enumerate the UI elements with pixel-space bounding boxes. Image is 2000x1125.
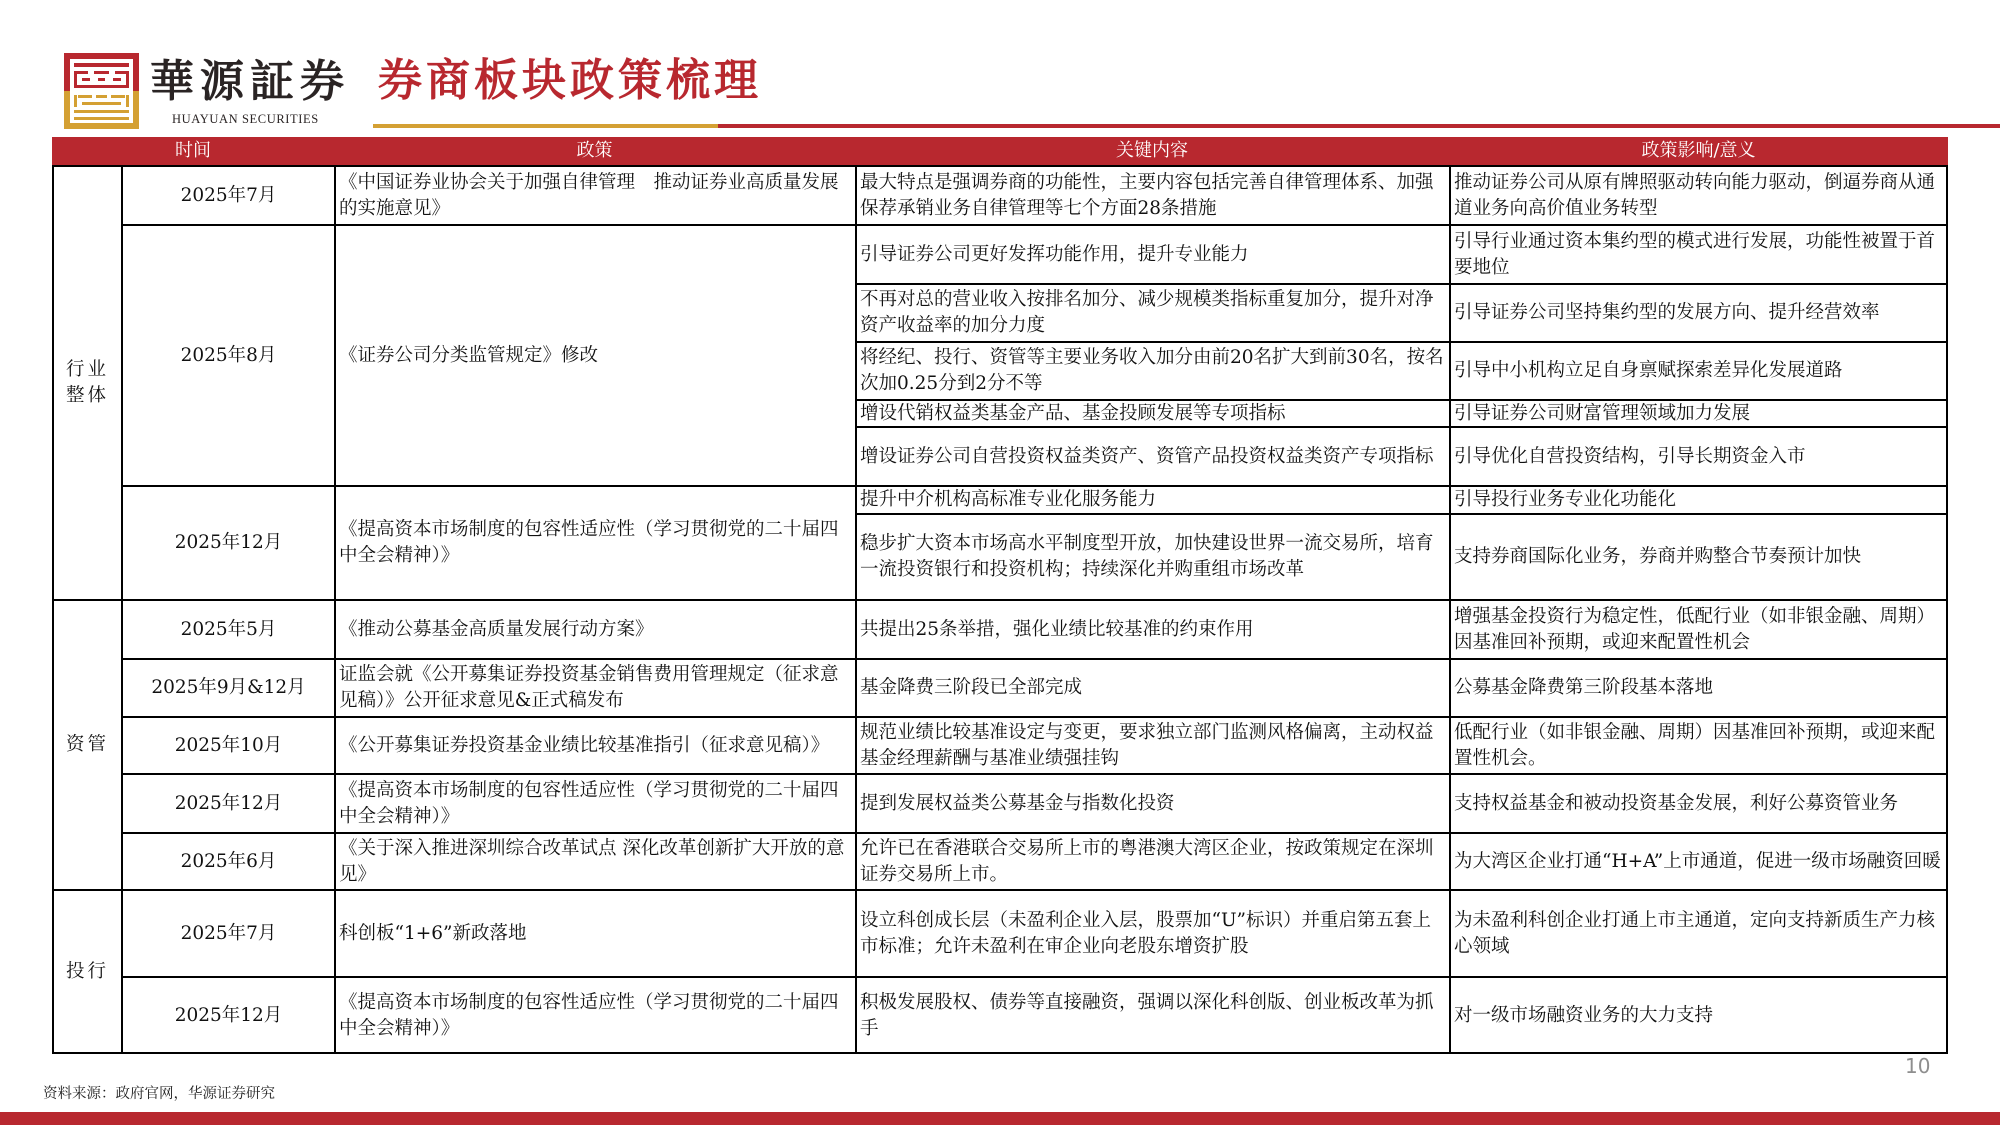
impact-text: 增强基金投资行为稳定性，低配行业（如非银金融、周期）因基准回补预期，或迎来配置性机会 [1454,605,1936,653]
content-cell [857,601,1451,660]
huayuan-logo-icon [64,53,139,129]
content-text: 引导证券公司更好发挥功能作用，提升专业能力 [860,243,1249,265]
footer-bar [0,1112,2000,1125]
impact-text: 引导优化自营投资结构，引导长期资金入市 [1454,445,1806,467]
time-cell [123,978,336,1053]
policy-text: 《推动公募基金高质量发展行动方案》 [339,618,654,640]
content-cell [857,718,1451,775]
time-cell [123,601,336,660]
time-text: 2025年9月&12月 [151,677,306,698]
time-cell [123,167,336,226]
content-text: 允许已在香港联合交易所上市的粤港澳大湾区企业，按政策规定在深圳证券交易所上市。 [860,837,1434,885]
policy-text: 《关于深入推进深圳综合改革试点 深化改革创新扩大开放的意见》 [339,837,845,885]
impact-cell [1451,167,1947,226]
impact-cell [1451,487,1947,515]
header-time: 时间 [175,140,211,161]
content-text: 提到发展权益类公募基金与指数化投资 [860,792,1175,814]
source-note: 资料来源：政府官网，华源证券研究 [43,1086,275,1102]
time-text: 2025年12月 [174,792,283,814]
impact-text: 为未盈利科创企业打通上市主通道，定向支持新质生产力核心领域 [1454,909,1936,957]
time-cell [123,226,336,487]
content-text: 基金降费三阶段已全部完成 [860,677,1083,698]
impact-cell [1451,775,1947,834]
title-underline-red [718,124,2000,128]
impact-text: 引导投行业务专业化功能化 [1454,489,1677,510]
content-text: 规范业绩比较基准设定与变更，要求独立部门监测风格偏离，主动权益基金经理薪酬与基准业绩强挂钩 [860,721,1434,769]
policy-text: 证监会就《公开募集证券投资基金销售费用管理规定（征求意见稿）》公开征求意见&正式稿发布 [339,664,839,711]
impact-text: 支持券商国际化业务，券商并购整合节奏预计加快 [1454,546,1862,567]
impact-cell [1451,401,1947,428]
policy-cell [336,891,857,978]
content-text: 将经纪、投行、资管等主要业务收入加分由前20名扩大到前30名，按名次加0.25分到2分不等 [860,347,1444,394]
content-text: 不再对总的营业收入按排名加分、减少规模类指标重复加分，提升对净资产收益率的加分力度 [860,289,1434,336]
time-text: 2025年5月 [180,618,277,640]
impact-text: 公募基金降费第三阶段基本落地 [1454,677,1714,698]
title-underline-gold [373,124,718,128]
impact-text: 引导证券公司坚持集约型的发展方向、提升经营效率 [1454,302,1880,323]
category-label: 行业整体 [65,359,109,406]
impact-cell [1451,891,1947,978]
policy-cell [336,834,857,891]
policy-text: 《中国证券业协会关于加强自律管理 推动证券业高质量发展的实施意见》 [339,171,839,219]
impact-cell [1451,515,1947,601]
content-text: 积极发展股权、债券等直接融资，强调以深化科创版、创业板改革为抓手 [860,991,1434,1039]
impact-text: 低配行业（如非银金融、周期）因基准回补预期，或迎来配置性机会。 [1454,721,1936,769]
impact-text: 对一级市场融资业务的大力支持 [1454,1004,1714,1026]
category-cell [54,167,123,601]
category-cell [54,601,123,891]
policy-text: 科创板“1+6”新政落地 [339,922,527,944]
content-text: 共提出25条举措，强化业绩比较基准的约束作用 [860,618,1254,640]
content-cell [857,343,1451,401]
content-cell [857,891,1451,978]
impact-cell [1451,343,1947,401]
time-cell [123,487,336,601]
time-text: 2025年12月 [174,1004,283,1026]
content-cell [857,487,1451,515]
policy-cell [336,226,857,487]
page-number: 10 [1905,1054,1931,1078]
policy-cell [336,487,857,601]
content-cell [857,428,1451,487]
time-text: 2025年12月 [174,532,283,553]
content-cell [857,167,1451,226]
brand-name-cn: 華源証券 [150,56,350,107]
impact-text: 为大湾区企业打通“H+A”上市通道，促进一级市场融资回暖 [1454,850,1941,872]
content-text: 增设证券公司自营投资权益类资产、资管产品投资权益类资产专项指标 [860,445,1434,467]
content-cell [857,401,1451,428]
impact-text: 推动证券公司从原有牌照驱动转向能力驱动，倒逼券商从通道业务向高价值业务转型 [1454,171,1936,219]
impact-cell [1451,428,1947,487]
brand-name-en: HUAYUAN SECURITIES [172,112,319,126]
header-policy: 政策 [576,140,613,161]
category-label: 投行 [65,961,109,982]
impact-cell [1451,226,1947,285]
category-cell [54,891,123,1053]
time-cell [123,718,336,775]
time-text: 2025年10月 [174,734,283,756]
policy-text: 《证券公司分类监管规定》修改 [339,344,599,366]
page-title: 券商板块政策梳理 [378,55,762,106]
impact-cell [1451,978,1947,1053]
time-text: 2025年6月 [180,850,277,872]
content-text: 提升中介机构高标准专业化服务能力 [860,489,1157,510]
time-text: 2025年8月 [180,344,277,366]
content-text: 最大特点是强调券商的功能性，主要内容包括完善自律管理体系、加强保荐承销业务自律管理等七个方面28条措施 [860,171,1434,219]
impact-cell [1451,718,1947,775]
header-impact: 政策影响/意义 [1641,140,1756,161]
time-cell [123,834,336,891]
content-cell [857,775,1451,834]
impact-cell [1451,660,1947,718]
content-cell [857,834,1451,891]
impact-text: 支持权益基金和被动投资基金发展，利好公募资管业务 [1454,792,1899,814]
impact-cell [1451,601,1947,660]
content-text: 增设代销权益类基金产品、基金投顾发展等专项指标 [860,402,1286,424]
policy-text: 《提高资本市场制度的包容性适应性（学习贯彻党的二十届四中全会精神）》 [339,519,839,566]
content-cell [857,660,1451,718]
time-text: 2025年7月 [180,922,277,944]
impact-text: 引导中小机构立足自身禀赋探索差异化发展道路 [1454,360,1843,381]
time-cell [123,891,336,978]
policy-cell [336,167,857,226]
policy-cell [336,718,857,775]
impact-cell [1451,834,1947,891]
policy-cell [336,775,857,834]
impact-text: 引导行业通过资本集约型的模式进行发展，功能性被置于首要地位 [1454,230,1936,278]
table-header [52,137,1948,165]
content-cell [857,285,1451,343]
policy-text: 《提高资本市场制度的包容性适应性（学习贯彻党的二十届四中全会精神）》 [339,991,839,1039]
content-cell [857,226,1451,285]
policy-cell [336,660,857,718]
time-cell [123,660,336,718]
impact-cell [1451,285,1947,343]
content-text: 稳步扩大资本市场高水平制度型开放，加快建设世界一流交易所，培育一流投资银行和投资机构；持续深化并购重组市场改革 [860,533,1434,580]
content-text: 设立科创成长层（未盈利企业入层，股票加“U”标识）并重启第五套上市标准；允许未盈利在审企业向老股东增资扩股 [860,909,1432,957]
policy-text: 《公开募集证券投资基金业绩比较基准指引（征求意见稿）》 [339,734,830,756]
policy-cell [336,601,857,660]
policy-text: 《提高资本市场制度的包容性适应性（学习贯彻党的二十届四中全会精神）》 [339,779,839,827]
policy-cell [336,978,857,1053]
header-key-content: 关键内容 [1116,140,1188,161]
impact-text: 引导证券公司财富管理领域加力发展 [1454,402,1751,424]
policy-table [52,165,1948,1054]
time-text: 2025年7月 [180,184,277,206]
category-label: 资管 [65,734,109,755]
content-cell [857,978,1451,1053]
time-cell [123,775,336,834]
content-cell [857,515,1451,601]
